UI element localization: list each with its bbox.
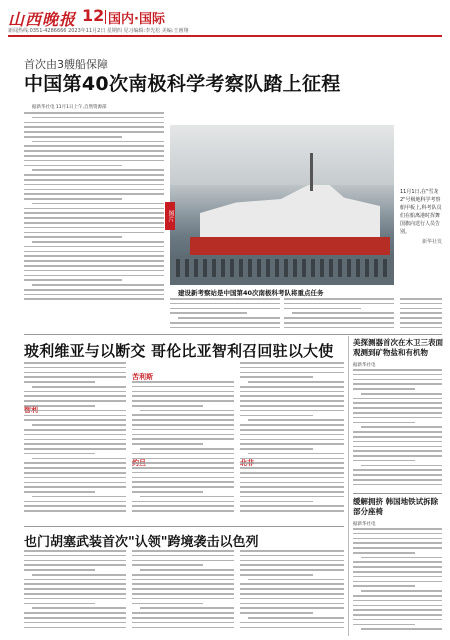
story2-col-2 <box>132 381 234 522</box>
side-caption-text: 11月1日,在"雪龙2"号极地科学考察船甲板上,科考队员们在船离港时挥舞国旗向送行人员告别。 <box>400 189 442 235</box>
story3-col-2 <box>132 550 234 636</box>
story2-col-1 <box>24 362 126 522</box>
photo-crowd <box>176 259 388 277</box>
page-number: 12 <box>82 6 105 25</box>
photo-side-caption <box>400 188 442 246</box>
main-body-col-4 <box>400 298 442 330</box>
right-col-body-2 <box>353 528 442 636</box>
header-divider <box>105 10 106 24</box>
main-kicker: 首次由3艘船保障 <box>24 58 108 71</box>
section-rule-2 <box>24 526 344 527</box>
dateline: 新闻热线:0351-4286666 2023年11月2日 星期四 见习编辑:李先松 美编:王画翔 <box>8 28 189 34</box>
photo-mast <box>310 153 313 191</box>
newspaper-logo: 山西晚报 <box>8 10 77 29</box>
story2-col-3 <box>240 362 344 522</box>
right-headline-2: 缓解拥挤 韩国地铁试拆除部分座椅 <box>353 497 439 516</box>
column-rule <box>348 336 349 636</box>
masthead <box>8 7 442 37</box>
story3-col-1 <box>24 550 126 636</box>
main-body-col-3 <box>284 298 394 330</box>
main-headline: 中国第40次南极科学考察队踏上征程 <box>24 73 341 95</box>
photo-tag: 图片 <box>165 202 175 230</box>
story2-headline: 玻利维亚与以断交 哥伦比亚智利召回驻以大使 <box>24 342 334 360</box>
right-headline-1: 美探测器首次在木卫三表面观测到矿物盐和有机物 <box>353 338 443 357</box>
main-body-col-1 <box>24 112 164 312</box>
story3-headline: 也门胡塞武装首次"认领"跨境袭击以色列 <box>24 535 259 550</box>
story2-subhead-2: 苦利斯 <box>132 373 153 381</box>
main-photo <box>170 125 394 285</box>
right-byline-2: 据新华社电 <box>353 522 376 527</box>
main-lead: 据新华社电 11月1日上午,自然资源部 <box>32 105 107 110</box>
right-col-body-1 <box>353 369 442 491</box>
right-rule <box>353 493 442 494</box>
section-title: 国内·国际 <box>108 12 165 27</box>
story3-col-3 <box>240 550 344 636</box>
main-body-col-2 <box>170 298 280 330</box>
section-rule-1 <box>24 334 442 335</box>
photo-caption: 建设新考察站是中国第40次南极科考队将重点任务 <box>178 289 324 297</box>
photo-sky <box>170 125 394 185</box>
photo-credit: 新华社发 <box>421 239 442 245</box>
right-byline-1: 据新华社电 <box>353 363 376 368</box>
